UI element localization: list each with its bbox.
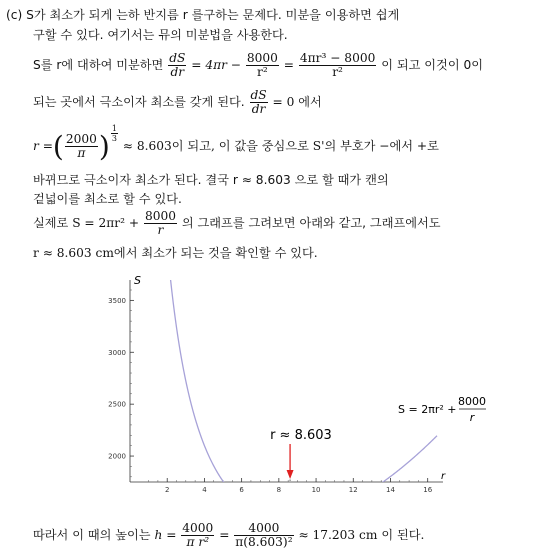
eq3-expd: 3 <box>111 134 117 143</box>
final-eq: = <box>219 528 230 542</box>
x-tick-label: 4 <box>202 486 207 494</box>
verify-line: r ≈ 8.603 cm에서 최소가 되는 것을 확인할 수 있다. <box>33 246 318 260</box>
eq1-frac2 <box>299 52 376 79</box>
final-h: h = <box>154 528 177 542</box>
eq1-mid: = 4πr − <box>191 58 241 72</box>
radius-line <box>33 126 439 166</box>
eq3-exp: 1 <box>111 124 117 133</box>
section-label: (c) <box>6 8 23 22</box>
eq3-exponent <box>111 124 118 143</box>
final-frac1 <box>181 522 214 549</box>
final-frac2 <box>234 522 293 549</box>
derivative-line <box>33 48 483 82</box>
y-tick-label: 2500 <box>108 400 126 409</box>
y-tick-label: 3500 <box>108 296 126 305</box>
eq1-n1: 8000 <box>246 51 278 65</box>
eq3-post: ≈ 8.603이 되고, 이 값을 중심으로 S'의 부호가 −에서 +로 <box>122 139 439 153</box>
formula-denominator: r <box>469 411 475 424</box>
final-n1: 4000 <box>182 521 214 535</box>
conclusion-line-2: 겉넓이를 최소로 할 수 있다. <box>33 192 182 206</box>
x-tick-label: 2 <box>164 486 170 494</box>
eq1-derivative <box>168 52 186 79</box>
x-tick-label: 12 <box>348 486 358 494</box>
eq1-post: 이 되고 이것이 0이 <box>381 58 483 72</box>
formula-label: S = 2πr² + <box>398 403 457 416</box>
x-axis-label: r <box>441 471 446 482</box>
surface-area-curve <box>164 268 437 508</box>
final-d1: π r² <box>186 535 210 549</box>
y-tick-label: 2000 <box>108 452 126 461</box>
eq3-pre: r = <box>33 139 53 153</box>
eq1-d1: r² <box>257 65 268 79</box>
eq5-num: 8000 <box>144 209 176 223</box>
para-text-1: S가 최소가 되게 는하 반지름 r 를구하는 문제다. 미분을 이용하면 쉽게 <box>26 8 400 22</box>
eq2-derivative <box>250 89 268 116</box>
eq1-d2: r² <box>332 65 343 79</box>
eq3-frac <box>65 133 98 160</box>
eq1-eq: = <box>283 58 294 72</box>
eq3-num: 2000 <box>65 132 97 146</box>
eq2-pre: 되는 곳에서 극소이자 최소를 갖게 된다. <box>33 95 245 109</box>
final-d2: π(8.603)² <box>235 535 293 549</box>
x-tick-label: 10 <box>311 486 321 494</box>
chart-axes <box>130 280 443 482</box>
final-post: ≈ 17.203 cm 이 된다. <box>298 528 425 542</box>
y-axis-label: S <box>134 274 141 287</box>
minimum-annotation: r ≈ 8.603 <box>270 428 332 443</box>
para-line-1 <box>6 7 399 23</box>
eq1-dr: dr <box>170 65 185 79</box>
eq5-pre: 실제로 S = 2πr² + <box>33 216 140 230</box>
final-line <box>33 516 424 554</box>
x-tick-label: 16 <box>423 486 433 494</box>
eq1-n2: 4πr³ − 8000 <box>299 51 376 65</box>
left-paren: ( <box>52 129 64 163</box>
eq2-post: = 0 에서 <box>272 95 322 109</box>
x-tick-label: 14 <box>386 486 395 494</box>
eq2-dr: dr <box>251 102 266 116</box>
eq5-frac <box>144 210 177 237</box>
surface-area-chart <box>0 268 533 508</box>
graph-intro-line <box>33 206 441 240</box>
conclusion-line-1: 바뀌므로 극소이자 최소가 된다. 결국 r ≈ 8.603 으로 할 때가 캔의 <box>33 173 389 187</box>
final-n2: 4000 <box>234 522 293 536</box>
eq5-post: 의 그래프를 그려보면 아래와 같고, 그래프에서도 <box>181 216 441 230</box>
eq1-ds: dS <box>169 51 186 65</box>
eq2-ds: dS <box>250 88 267 102</box>
para-text-2: 구할 수 있다. 여기서는 뮤의 미분법을 사용한다. <box>33 28 288 42</box>
y-tick-label: 3000 <box>108 348 126 357</box>
x-tick-label: 8 <box>276 486 282 494</box>
eq5-den: r <box>157 223 164 237</box>
chart-ticks <box>108 290 433 494</box>
right-paren: ) <box>98 129 110 163</box>
eq3-den: π <box>77 146 86 160</box>
eq1-pre: S를 r에 대하여 미분하면 <box>33 58 164 72</box>
formula-numerator: 8000 <box>458 395 486 408</box>
condition-line <box>33 85 322 119</box>
eq1-frac1 <box>246 52 279 79</box>
final-pre: 따라서 이 때의 높이는 <box>33 528 151 542</box>
x-tick-label: 6 <box>239 486 244 494</box>
minimum-arrowhead <box>287 470 294 479</box>
